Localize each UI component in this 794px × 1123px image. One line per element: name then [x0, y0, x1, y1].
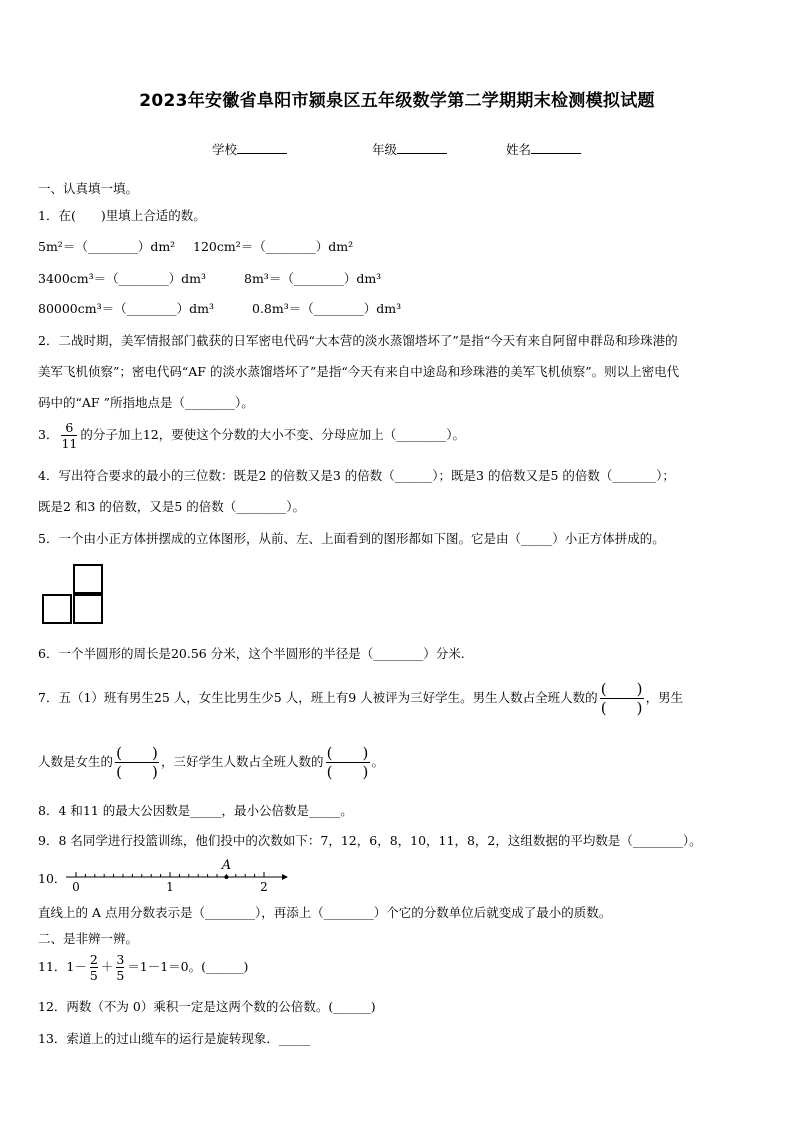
q10-number: 10． — [38, 871, 67, 886]
point-a-label: A — [221, 858, 232, 873]
q1-row1-b: 120cm²＝（________）dm² — [193, 239, 354, 254]
q3-frac-numerator: 6 — [65, 420, 74, 435]
question-4-line1: 4．写出符合要求的最小的三位数：既是2 的倍数又是3 的倍数（______）；既是3 的倍数又是5 的倍数（_______）； — [38, 468, 675, 483]
section-1-heading: 一、认真填一填。 — [38, 181, 139, 196]
cube-top — [73, 564, 103, 594]
q7-blank-fraction-3[interactable]: $\frac{( )}{( )}$ — [326, 744, 369, 781]
q10-number-line — [60, 855, 290, 897]
question-11 — [38, 952, 248, 983]
q7-blank-fraction-1[interactable]: $\frac{( )}{( )}$ — [600, 680, 643, 717]
question-3 — [38, 420, 465, 451]
question-13-text: 13．索道上的过山缆车的运行是旋转现象．_____ — [38, 1031, 311, 1046]
q7-text-e: 。 — [371, 754, 385, 769]
grade-label: 年级 — [372, 142, 398, 157]
page-title: 2023年安徽省阜阳市颍泉区五年级数学第二学期期末检测模拟试题 — [139, 91, 655, 111]
axis-tick-label: 2 — [260, 880, 268, 894]
name-blank[interactable] — [531, 141, 581, 154]
q3-frac-denominator: 11 — [61, 436, 78, 451]
question-12-text: 12．两数（不为 0）乘积一定是这两个数的公倍数。(______) — [38, 999, 376, 1014]
q7-text-d: ，三好学生人数占全班人数的 — [161, 754, 324, 769]
school-field — [212, 140, 287, 158]
point-a-marker — [224, 875, 228, 879]
q11-plus: ＋ — [100, 959, 114, 974]
q1-row3-a: 80000cm³＝（________）dm³ — [38, 301, 214, 316]
question-8-text: 8．4 和11 的最大公因数是_____，最小公倍数是_____。 — [38, 803, 353, 818]
q11-fraction-2: $\frac{3}{5}$ — [116, 952, 125, 983]
cube-bottom-right — [73, 594, 103, 624]
q7-blank-fraction-2[interactable]: $\frac{( )}{( )}$ — [116, 744, 158, 781]
question-9-text: 9．8 名同学进行投篮训练，他们投中的次数如下：7，12，6，8，10，11，8，2，这组数据的平均数是（________）。 — [38, 833, 702, 848]
q11-prefix: 11．1－ — [38, 959, 87, 974]
name-label: 姓名 — [506, 142, 532, 157]
school-label: 学校 — [212, 142, 238, 157]
question-7-line1 — [38, 680, 683, 717]
question-1-text: 1．在( )里填上合适的数。 — [38, 208, 206, 223]
question-10-text: 直线上的 A 点用分数表示是（________），再添上（________）个它的分数单位后就变成了最小的质数。 — [38, 905, 612, 920]
q1-row1-a: 5m²＝（________）dm² — [38, 239, 176, 254]
q3-number: 3． — [38, 427, 59, 442]
q7-text-a: 7．五（1）班有男生25 人，女生比男生少5 人，班上有9 人被评为三好学生。男生人数占全班人数的 — [38, 690, 598, 705]
q1-row2-b: 8m³＝（________）dm³ — [244, 271, 382, 286]
q3-fraction — [61, 420, 77, 451]
question-5-text: 5．一个由小正方体拼摆成的立体图形，从前、左、上面看到的图形都如下图。它是由（_____）小正方体拼成的。 — [38, 531, 665, 546]
axis-tick-label: 0 — [72, 880, 80, 894]
name-field — [506, 140, 581, 158]
q3-text: 的分子加上12，要使这个分数的大小不变、分母应加上（________）。 — [80, 427, 466, 442]
question-2-line2: 美军飞机侦察”；密电代码“AF 的淡水蒸馏塔坏了”是指“今天有来自中途岛和珍珠港的美军飞机侦察”。则以上密电代 — [38, 364, 680, 379]
question-4-line2: 既是2 和3 的倍数，又是5 的倍数（________）。 — [38, 499, 306, 514]
q7-text-b: ，男生 — [645, 690, 684, 705]
q11-fraction-1: $\frac{2}{5}$ — [89, 952, 98, 983]
q1-row3-b: 0.8m³＝（________）dm³ — [252, 301, 402, 316]
axis-tick-label: 1 — [166, 880, 174, 894]
cube-bottom-left — [42, 594, 72, 624]
grade-blank[interactable] — [397, 141, 447, 154]
school-blank[interactable] — [237, 141, 287, 154]
question-2-line1: 2．二战时期，美军情报部门截获的日军密电代码“大本营的淡水蒸馏塔坏了”是指“今天有来自阿留申群岛和珍珠港的 — [38, 333, 678, 348]
q11-suffix: ＝1－1＝0。(______) — [127, 959, 249, 974]
q1-row2-a: 3400cm³＝（________）dm³ — [38, 271, 207, 286]
axis-arrow-icon — [282, 874, 288, 880]
q7-text-c: 人数是女生的 — [38, 754, 114, 769]
section-2-heading: 二、是非辨一辨。 — [38, 931, 139, 946]
question-6-text: 6．一个半圆形的周长是20.56 分米，这个半圆形的半径是（________）分米. — [38, 646, 465, 661]
question-2-line3: 码中的“AF ”所指地点是（________）。 — [38, 395, 254, 410]
question-7-line2 — [38, 744, 384, 781]
grade-field — [372, 140, 447, 158]
